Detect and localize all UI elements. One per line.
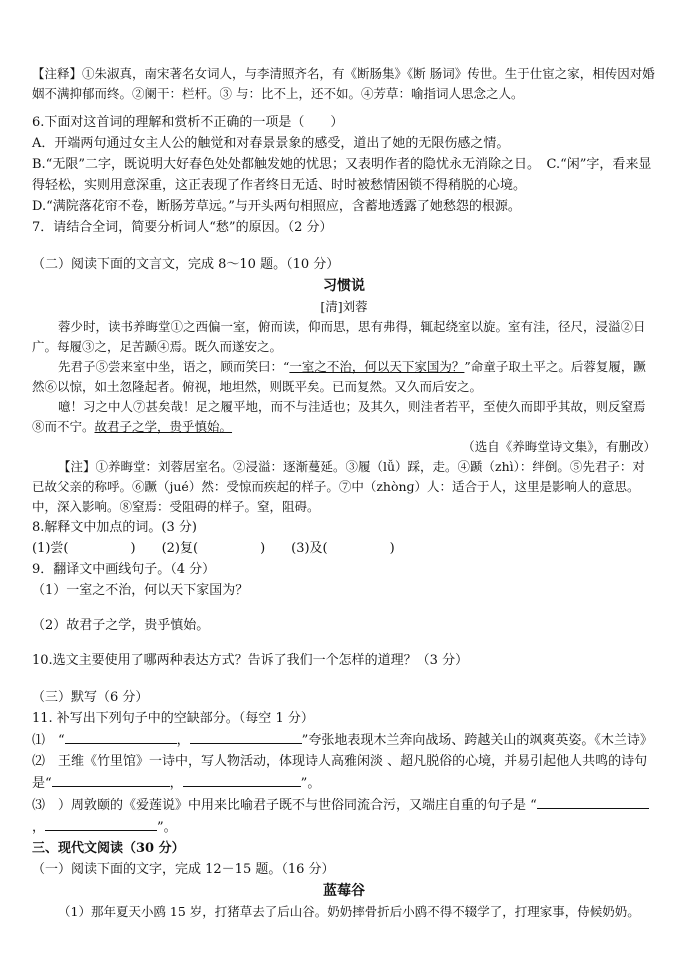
question-6-option-d: D.“满院落花帘不卷，断肠芳草远。”与开头两句相照应，含蓄地透露了她愁怨的根源。 [32, 199, 521, 214]
q11-3-blank-a[interactable] [537, 794, 649, 809]
section-2-header: （二）阅读下面的文言文，完成 8～10 题。（10 分） [32, 257, 340, 272]
q11-3-blank-b[interactable] [45, 816, 157, 831]
question-7: 7．请结合全词，简要分析词人“愁”的原因。（2 分） [32, 220, 333, 235]
question-8-stem: 8.解释文中加点的词。(3 分) [32, 520, 197, 535]
para2-text-b: ”命童子取土平之。后蓉复履，蹶然⑥以惊，如土忽隆起者。俯视，地坦然，则既平矣。已而复然。又久而后安之。 [32, 359, 646, 394]
question-11-stem: 11. 补写出下列句子中的空缺部分。（每空 1 分） [32, 711, 314, 726]
para2-text-a: 先君子⑤尝来室中坐，语之，顾而笑曰：“ [58, 359, 290, 374]
q8-item-3: ) (3)及( [260, 541, 328, 556]
q8-item-2: ) (2)复( [130, 541, 199, 556]
q11-2-blank-b[interactable] [183, 772, 301, 787]
classical-para-3 [32, 397, 656, 437]
question-6-option-a: A．开端两句通过女主人公的触觉和对春景景象的感受，道出了她的无限伤感之情。 [32, 136, 510, 151]
q11-1-blank-b[interactable] [190, 729, 302, 744]
part-3-sub-header: （一）阅读下面的文字，完成 12－15 题。（16 分） [32, 862, 335, 877]
poem-annotation: 【注释】①朱淑真，南宋著名女词人，与李清照齐名，有《断肠集》《断 肠词》传世。生于仕宦之家，相传因对婚姻不满抑郁而终。②阑干：栏杆。③ 与：比不上，还不如。④芳草：喻指词人思念之人。 [32, 66, 655, 101]
classical-notes: 【注】①养晦堂：刘蓉居室名。②浸溢：逐渐蔓延。③履（lǚ）踩，走。④踬（zhì）：绊倒。⑤先君子：对已故父亲的称呼。⑥蹶（jué）然：受惊而疾起的样子。⑦中（zhònɡ）人：适合于人，这里是影响人的意思。中，深入影响。⑧窒焉：受阻碍的样子。窒，阻碍。 [32, 459, 645, 514]
q11-2-prefix: ⑵ 王维《竹里馆》一诗中，写人物活动，体现诗人高雅闲淡 、超凡脱俗的心境，并易引起他人共鸣的诗句是“ [32, 754, 648, 791]
question-8-items [32, 538, 656, 559]
part-3-header: 三、现代文阅读（30 分） [32, 841, 185, 856]
para3-text-a: 噫！习之中人⑦甚矣哉！足之履平地，而不与洼适也；及其久，则洼者若平，至使久而即乎其故，则反窒焉⑧而不宁。 [32, 399, 646, 434]
classical-source: （选自《养晦堂诗文集》，有删改） [462, 439, 656, 454]
question-11-line-1 [32, 729, 656, 751]
question-6-stem: 6.下面对这首词的理解和赏析不正确的一项是（ ） [32, 115, 344, 130]
modern-text-title: 蓝莓谷 [323, 883, 365, 899]
q11-3-comma: ， [32, 820, 46, 835]
q11-2-blank-a[interactable] [52, 772, 170, 787]
exam-page [32, 64, 656, 922]
q11-1-prefix: ⑴ “ [32, 733, 65, 748]
question-11-line-3 [32, 794, 656, 838]
q11-1-blank-a[interactable] [65, 729, 177, 744]
q8-item-1: (1)尝( [32, 541, 69, 556]
modern-para-1: （1）那年夏天小鸥 15 岁，打猪草去了后山谷。奶奶摔骨折后小鸥不得不辍学了，打理家事，侍候奶奶。 [58, 904, 640, 919]
question-10: 10.选文主要使用了哪两种表达方式？告诉了我们一个怎样的道理？（3 分） [32, 653, 469, 668]
section-3-header: （三）默写（6 分） [32, 690, 149, 705]
question-9-sentence-1: （1）一室之不治，何以天下家国为？ [32, 583, 249, 598]
question-11-line-2 [32, 751, 656, 794]
underlined-sentence-2: 故君子之学，贵乎慎始。 [94, 419, 233, 434]
underlined-sentence-1: 一室之不治，何以天下家国为？ [289, 359, 465, 374]
q11-3-suffix: ”。 [157, 820, 177, 835]
q11-3-prefix: ⑶ ）周敦颐的《爱莲说》中用来比喻君子既不与世俗同流合污，又端庄自重的句子是 “ [32, 798, 537, 813]
q8-item-4: ) [389, 541, 395, 556]
q11-2-suffix: ”。 [300, 776, 321, 791]
classical-para-2 [32, 357, 656, 397]
classical-text-title: 习惯说 [323, 278, 365, 294]
classical-para-1: 蓉少时，读书养晦堂①之西偏一室，俯而读，仰而思，思有弗得，辄起绕室以旋。室有洼，径尺，浸溢②日广。每履③之，足苦踬④焉。既久而遂安之。 [32, 319, 646, 354]
question-9-sentence-2: （2）故君子之学，贵乎慎始。 [32, 618, 210, 633]
question-9-stem: 9．翻译文中画线句子。（4 分） [32, 562, 216, 577]
classical-text-author: [清]刘蓉 [320, 299, 368, 314]
q11-1-suffix: ”夸张地表现木兰奔向战场、跨越关山的飒爽英姿。《木兰诗》 [301, 733, 653, 748]
question-6-option-b-c: B.“无限”二字，既说明大好春色处处都触发她的忧思；又表明作者的隐忧永无消除之日。 C.“闲”字，看来显得轻松，实则用意深重，这正表现了作者终日无适、时时被愁情困锁不得稍脱的心境。 [32, 157, 652, 193]
q11-1-comma: ， [176, 733, 190, 748]
q11-2-comma: ， [169, 776, 183, 791]
